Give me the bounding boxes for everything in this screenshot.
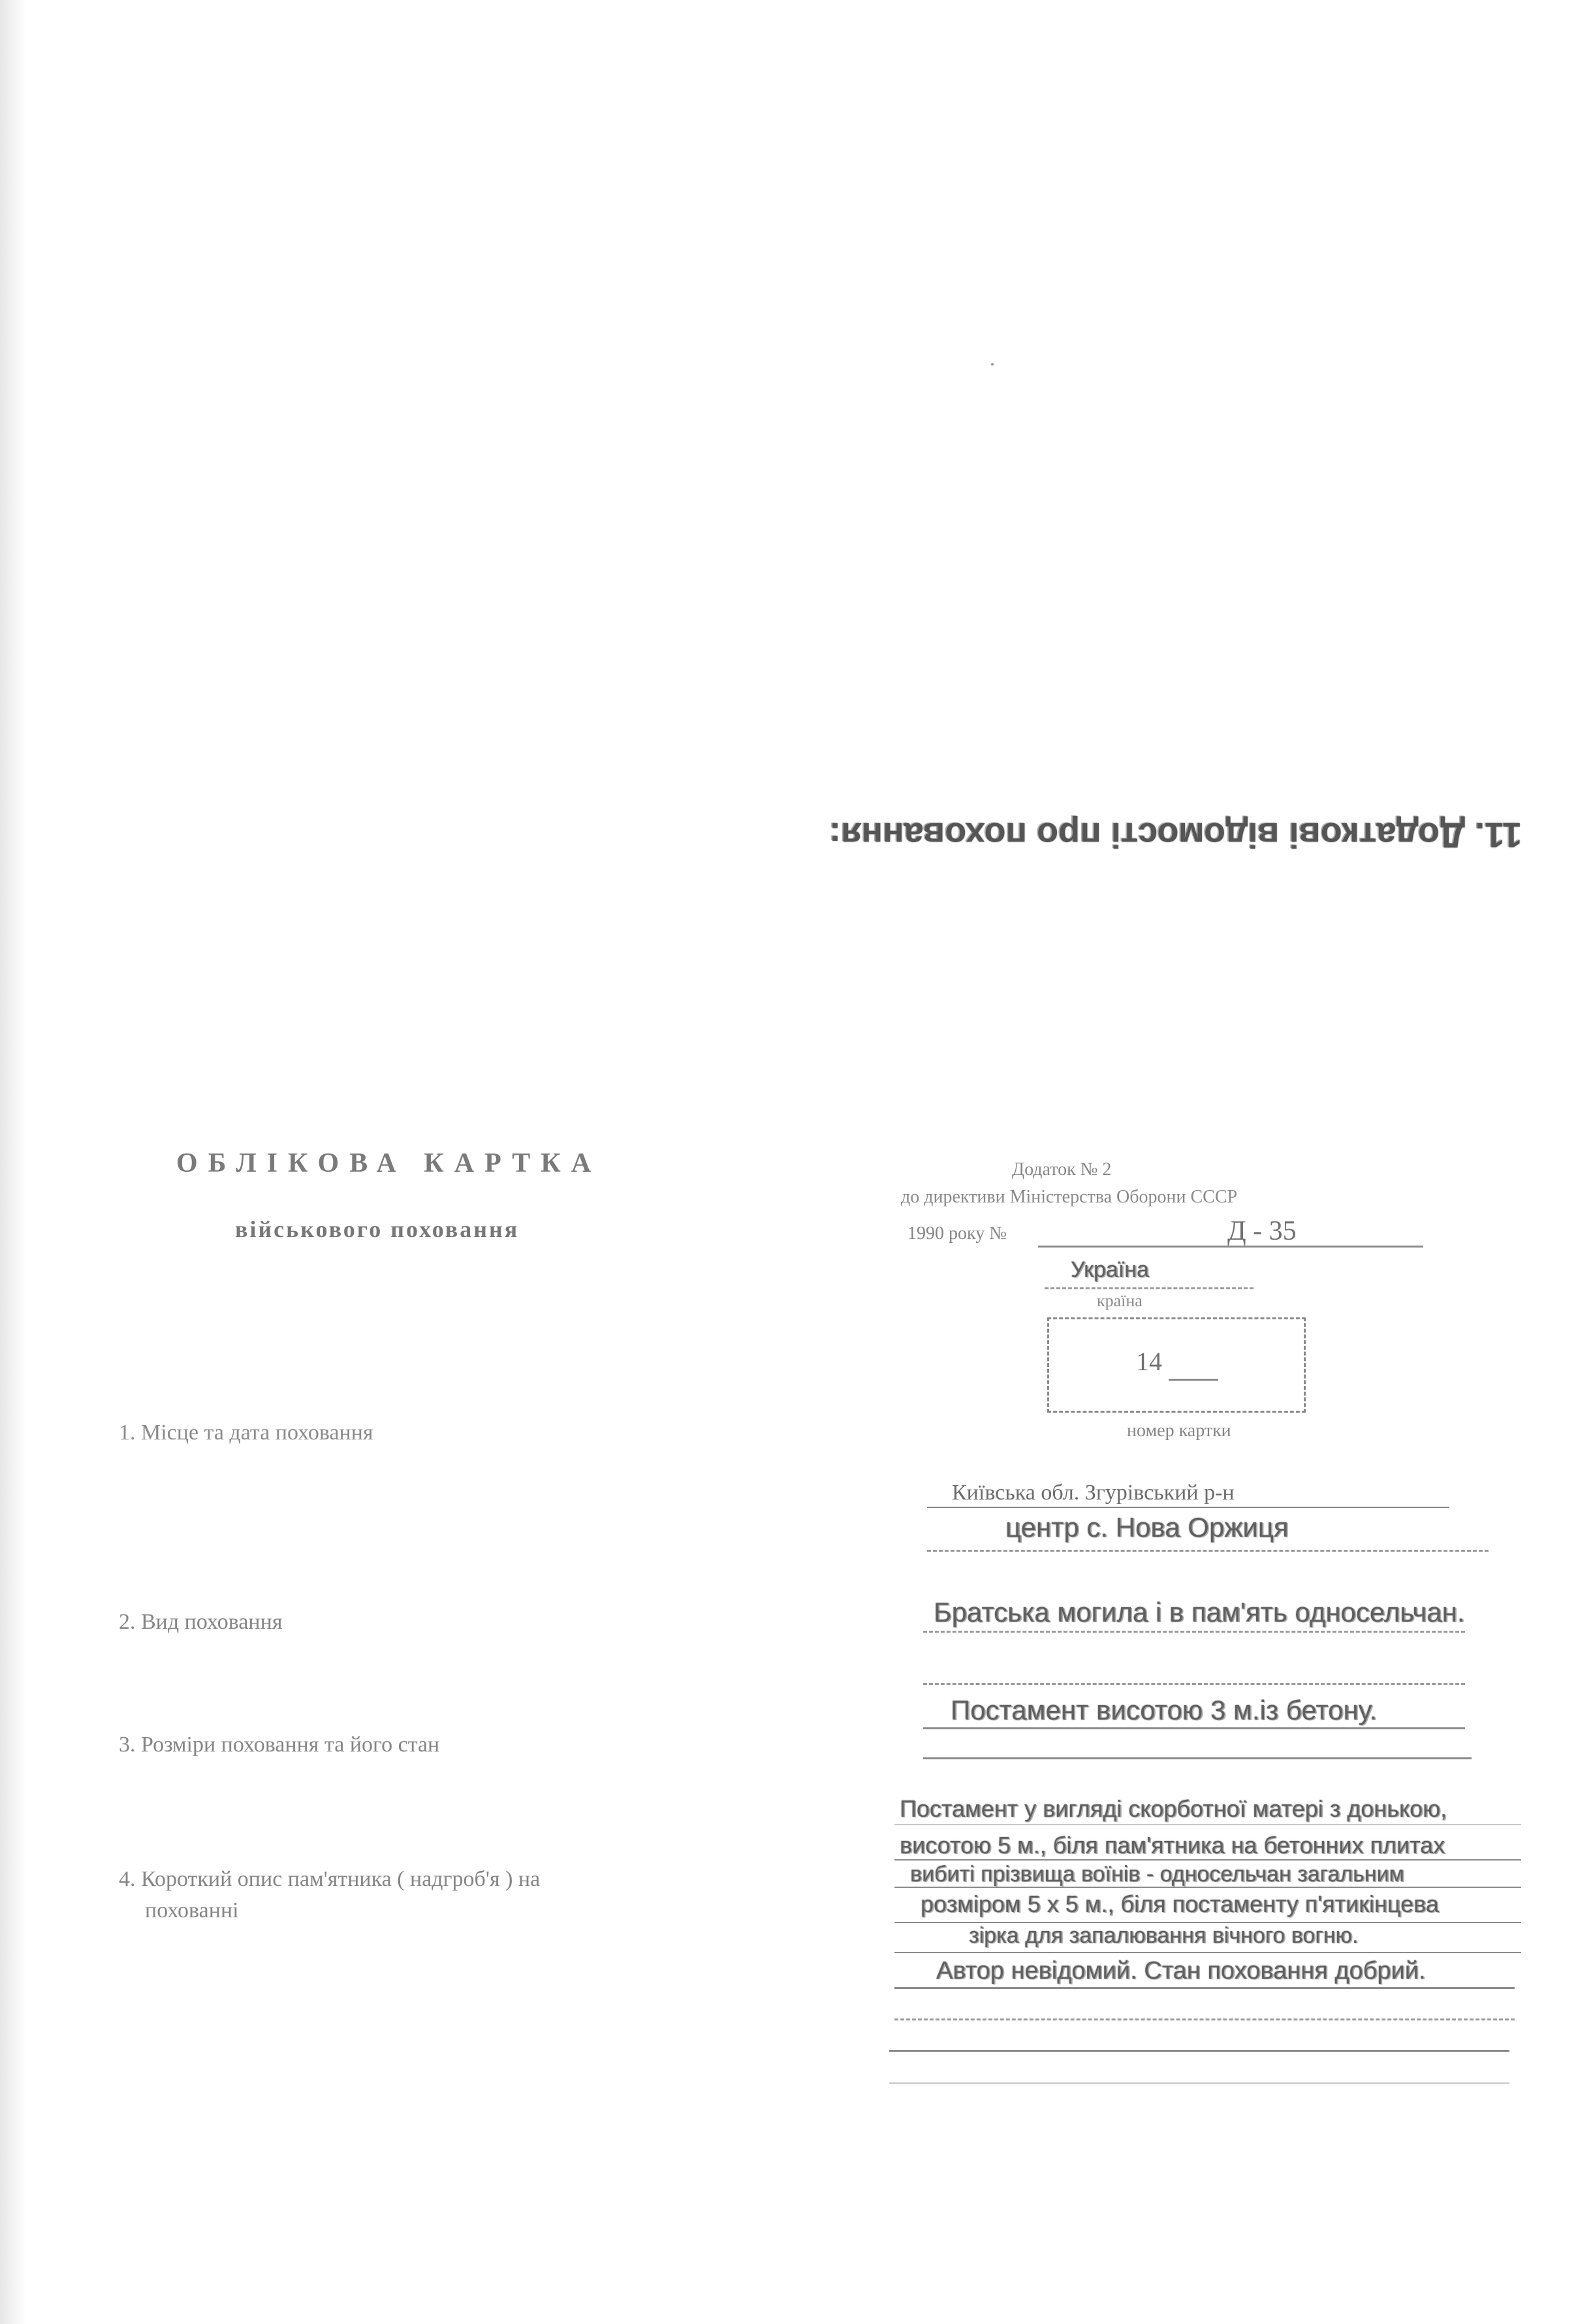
field-4-underline-2 (894, 1859, 1521, 1861)
field-4-value-line-1: Постамент у вигляді скорботної матері з донькою, (900, 1795, 1447, 1822)
card-number-underline (1169, 1379, 1218, 1381)
scan-speck (991, 363, 994, 366)
field-4-label: 4. Короткий опис пам'ятника ( надгроб'я ) на (119, 1867, 541, 1891)
field-4-underline-6 (894, 1987, 1515, 1989)
card-number-caption: номер картки (1127, 1421, 1231, 1441)
field-1-underline-1 (927, 1507, 1449, 1508)
country-value: Україна (1071, 1257, 1149, 1282)
field-3-underline-2 (923, 1757, 1472, 1759)
field-4-underline-3 (894, 1887, 1521, 1888)
appendix-line-3: 1990 року № (907, 1223, 1007, 1244)
field-3-underline-1 (923, 1727, 1465, 1729)
appendix-line-1: Додаток № 2 (1012, 1159, 1112, 1180)
card-number-box (1047, 1317, 1306, 1413)
field-4-value-line-4: розміром 5 х 5 м., біля постаменту п'ятикінцева (921, 1891, 1439, 1917)
scan-edge-shadow (0, 0, 26, 2324)
field-1-value-line-2: центр с. Нова Оржиця (1005, 1512, 1289, 1543)
field-4-value-line-2: висотою 5 м., біля пам'ятника на бетонних плитах (900, 1832, 1445, 1859)
field-1-underline-2 (927, 1550, 1489, 1552)
field-3-value: Постамент висотою 3 м.із бетону. (951, 1695, 1378, 1725)
field-1-label: 1. Місце та дата поховання (119, 1421, 373, 1445)
field-4-underline-5 (894, 1952, 1521, 1953)
field-4-underline-7 (894, 2018, 1515, 2020)
card-subtitle: військового поховання (235, 1216, 520, 1242)
field-4-underline-8 (889, 2050, 1509, 2052)
appendix-line-2: до директиви Міністерства Оборони СССР (901, 1187, 1238, 1207)
field-4-value-line-6: Автор невідомий. Стан поховання добрий. (936, 1957, 1426, 1985)
field-3-label: 3. Розміри поховання та його стан (119, 1733, 440, 1757)
field-4-value-line-5: зірка для запалювання вічного вогню. (969, 1923, 1359, 1948)
field-1-value-line-1: Київська обл. Згурівський р-н (952, 1481, 1235, 1505)
card-title: ОБЛІКОВА КАРТКА (176, 1148, 602, 1178)
field-2-value: Братська могила і в пам'ять односельчан. (934, 1597, 1465, 1627)
card-number-value: 14 (1136, 1347, 1162, 1376)
field-2-label: 2. Вид поховання (119, 1610, 283, 1634)
field-4-underline-1 (894, 1824, 1521, 1825)
field-2-underline-1 (923, 1631, 1465, 1633)
field-4-underline-9 (889, 2082, 1509, 2084)
field-4-label-continued: похованні (145, 1898, 239, 1923)
country-caption: країна (1097, 1291, 1143, 1310)
additional-info-heading: 11. Додаткові відомості про поховання: (829, 815, 1522, 855)
country-underline (1045, 1287, 1254, 1289)
appendix-number: Д - 35 (1227, 1216, 1297, 1246)
field-2-underline-2 (923, 1683, 1465, 1685)
field-4-value-line-3: вибиті прізвища воїнів - односельчан загальним (910, 1862, 1404, 1887)
